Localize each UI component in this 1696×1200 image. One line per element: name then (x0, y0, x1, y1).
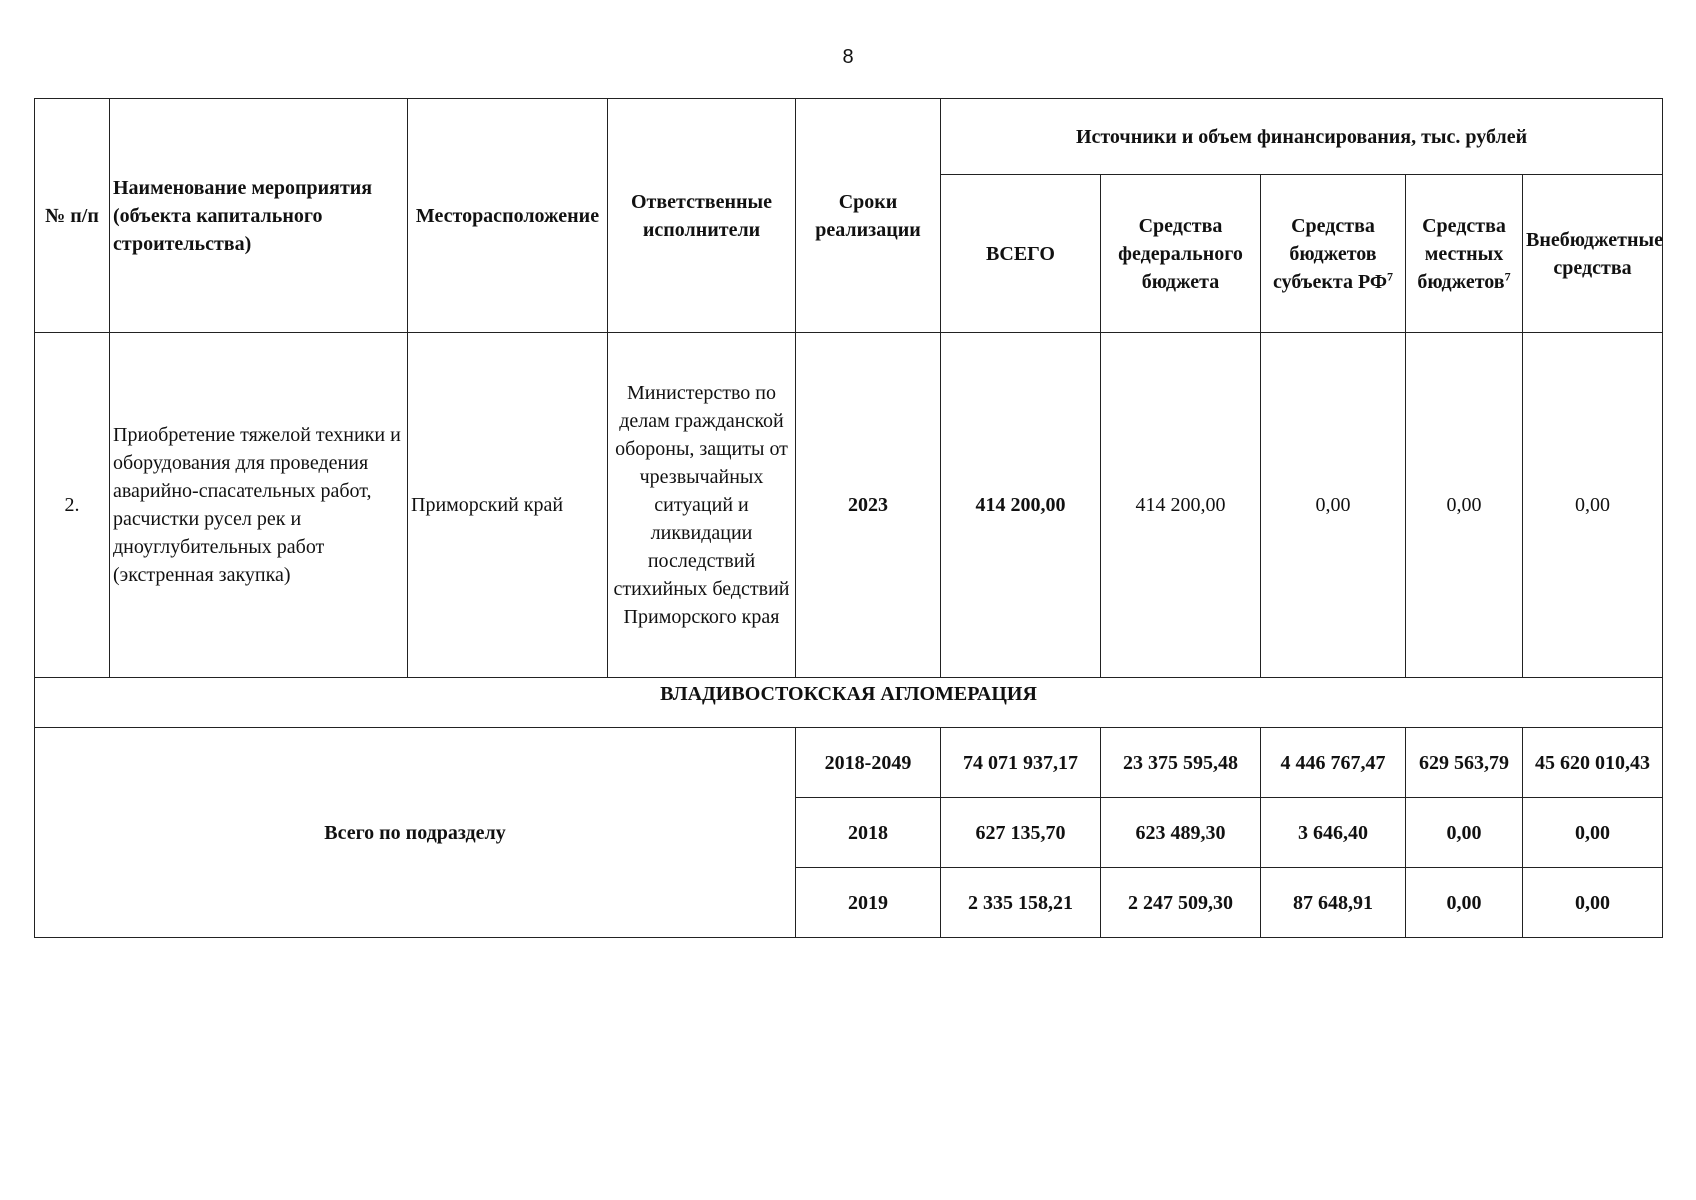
subtotal-extra: 45 620 010,43 (1523, 728, 1663, 798)
subtotal-federal: 2 247 509,30 (1101, 868, 1261, 938)
table-row (35, 333, 1663, 678)
page-number: 8 (842, 46, 854, 68)
header-name: Наименование мероприятия (объекта капитального строительства) (110, 99, 408, 333)
row-subject: 0,00 (1261, 333, 1406, 678)
subtotal-subject: 4 446 767,47 (1261, 728, 1406, 798)
row-responsible: Министерство по делам гражданской обороны, защиты от чрезвычайных ситуаций и ликвидации последствий стихийных бедствий Приморского края (608, 333, 796, 678)
row-federal: 414 200,00 (1101, 333, 1261, 678)
subtotal-local: 0,00 (1406, 868, 1523, 938)
subtotal-local: 0,00 (1406, 798, 1523, 868)
header-federal: Средства федерального бюджета (1101, 175, 1261, 333)
subtotal-period: 2018 (796, 798, 941, 868)
row-name: Приобретение тяжелой техники и оборудования для проведения аварийно-спасательных работ, расчистки русел рек и дноуглубительных работ (экстренная закупка) (110, 333, 408, 678)
header-num: № п/п (35, 99, 110, 333)
header-period: Сроки реализации (796, 99, 941, 333)
header-total: ВСЕГО (941, 175, 1101, 333)
row-total: 414 200,00 (941, 333, 1101, 678)
subtotal-local: 629 563,79 (1406, 728, 1523, 798)
header-local-text: Средства местных бюджетов (1417, 214, 1506, 293)
subtotal-label: Всего по подразделу (35, 728, 796, 938)
section-row (35, 678, 1663, 728)
financing-table (34, 98, 1663, 938)
subtotal-federal: 623 489,30 (1101, 798, 1261, 868)
subtotal-federal: 23 375 595,48 (1101, 728, 1261, 798)
subtotal-period: 2019 (796, 868, 941, 938)
header-local (1406, 175, 1523, 333)
row-period: 2023 (796, 333, 941, 678)
subtotal-extra: 0,00 (1523, 868, 1663, 938)
section-title: ВЛАДИВОСТОКСКАЯ АГЛОМЕРАЦИЯ (35, 678, 1663, 728)
table-header-row (35, 99, 1663, 175)
row-num: 2. (35, 333, 110, 678)
header-responsible: Ответственные исполнители (608, 99, 796, 333)
subtotal-row (35, 728, 1663, 798)
subtotal-total: 2 335 158,21 (941, 868, 1101, 938)
header-subject (1261, 175, 1406, 333)
header-extra: Внебюджетные средства (1523, 175, 1663, 333)
subtotal-total: 74 071 937,17 (941, 728, 1101, 798)
subtotal-subject: 87 648,91 (1261, 868, 1406, 938)
header-financing: Источники и объем финансирования, тыс. рублей (941, 99, 1663, 175)
row-extra: 0,00 (1523, 333, 1663, 678)
subtotal-period: 2018-2049 (796, 728, 941, 798)
subtotal-subject: 3 646,40 (1261, 798, 1406, 868)
header-subject-text: Средства бюджетов субъекта РФ (1272, 214, 1388, 293)
header-local-note: 7 (1504, 268, 1511, 283)
row-location: Приморский край (408, 333, 608, 678)
subtotal-extra: 0,00 (1523, 798, 1663, 868)
header-location: Месторасположение (408, 99, 608, 333)
row-local: 0,00 (1406, 333, 1523, 678)
subtotal-total: 627 135,70 (941, 798, 1101, 868)
header-subject-note: 7 (1387, 268, 1394, 283)
